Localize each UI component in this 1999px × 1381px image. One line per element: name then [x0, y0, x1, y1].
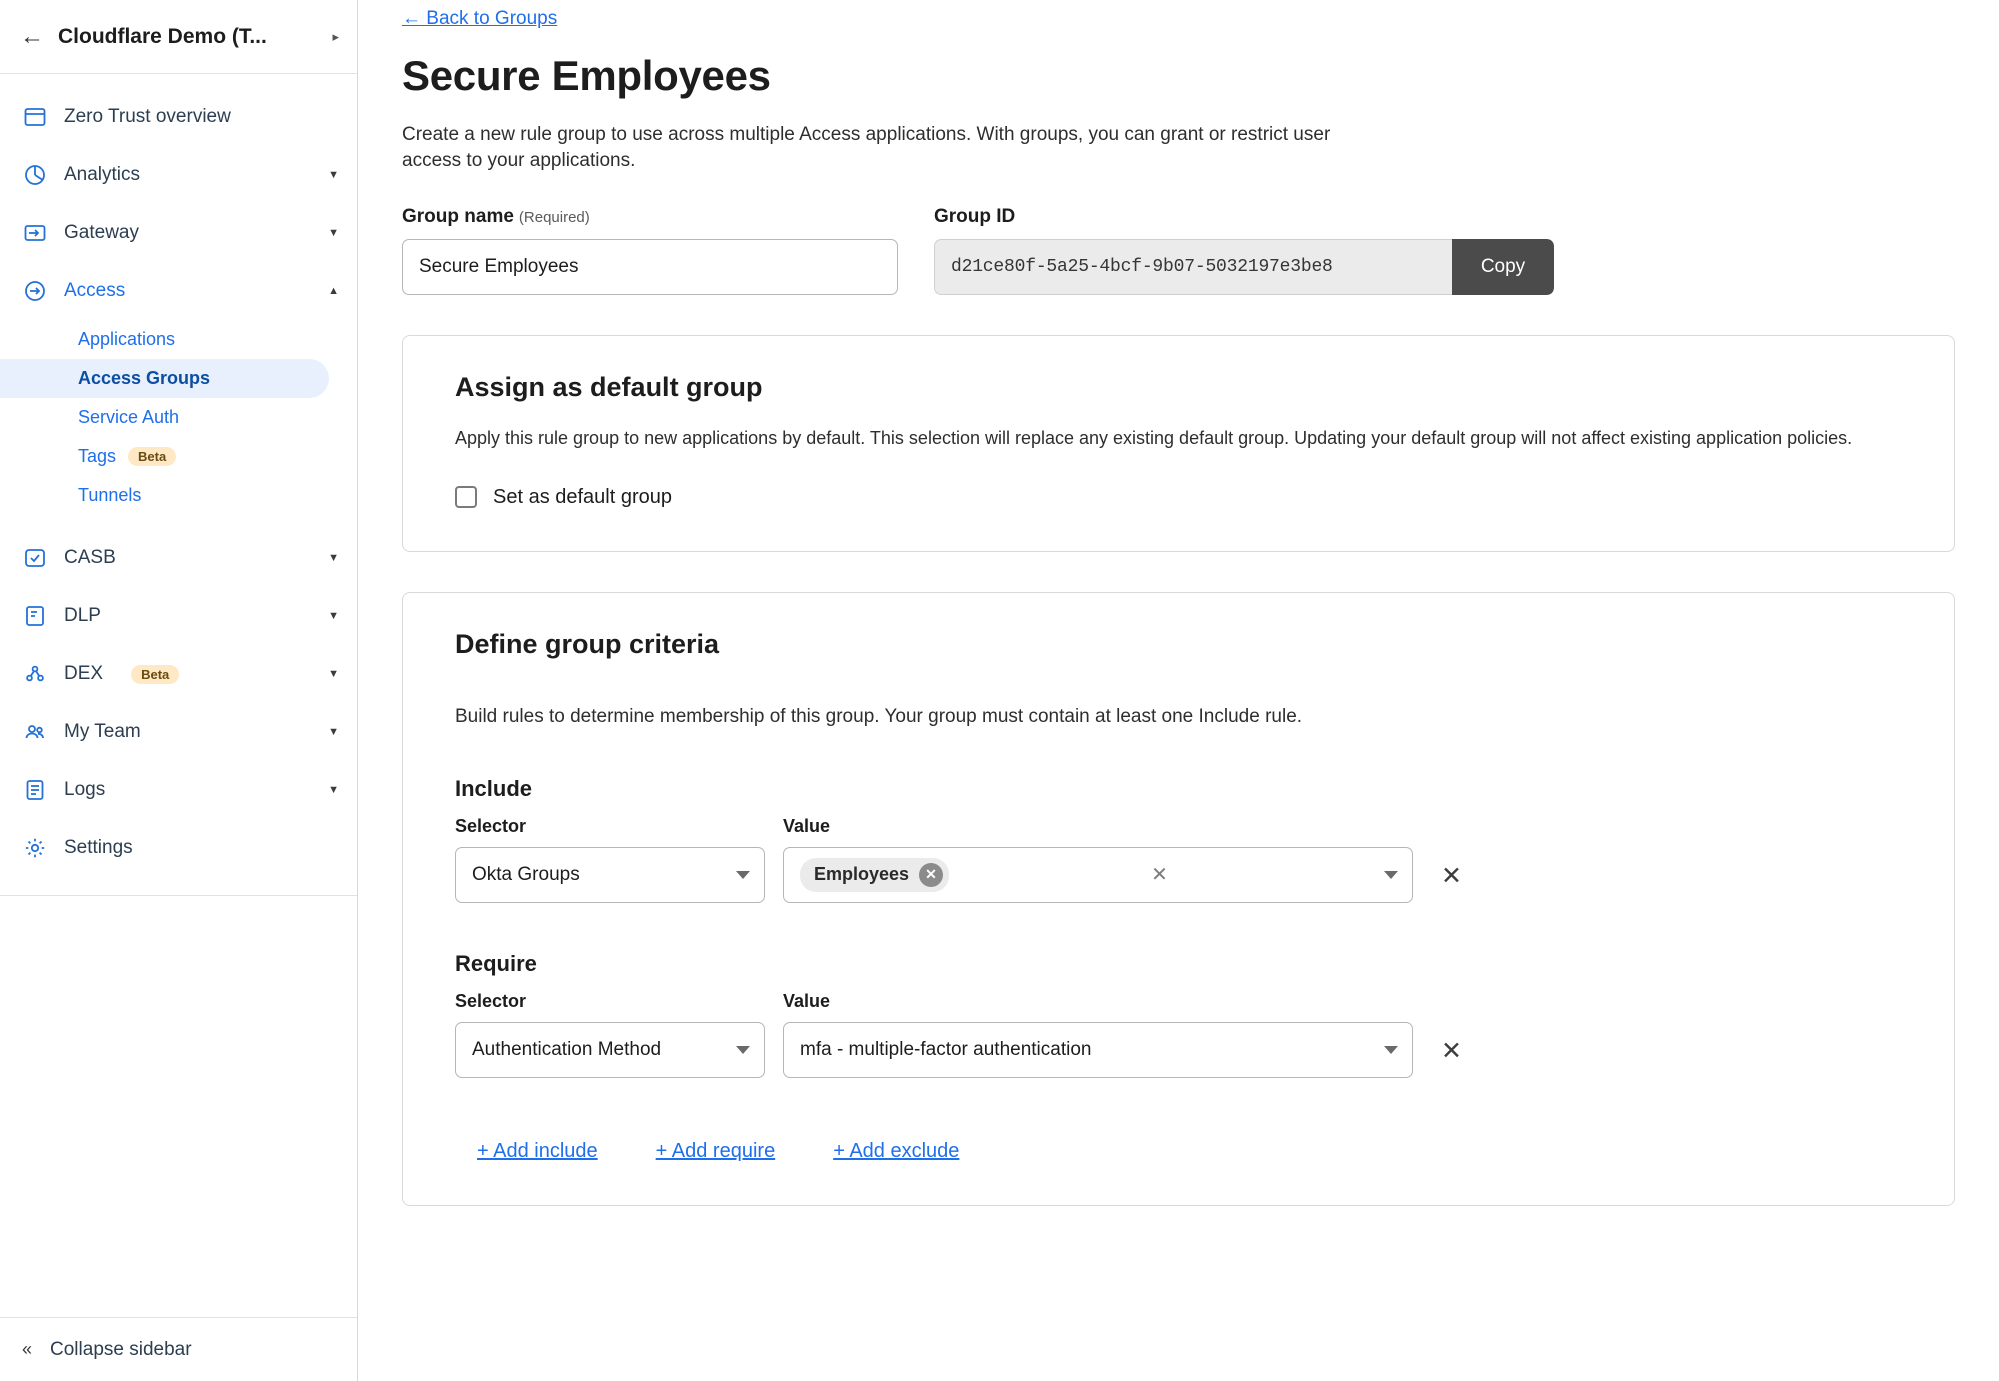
beta-badge: Beta — [131, 665, 179, 684]
sidebar-item-dex[interactable] — [0, 645, 357, 703]
clear-value-icon[interactable]: ✕ — [1151, 864, 1168, 887]
include-selector-value: Okta Groups — [472, 863, 580, 885]
require-selector-label: Selector — [455, 990, 527, 1011]
page-title: Secure Employees — [402, 52, 771, 99]
assign-default-group-card — [402, 335, 1955, 551]
main-content — [358, 0, 1999, 1381]
group-name-label-text: Group name — [402, 206, 514, 228]
analytics-icon — [22, 162, 48, 188]
group-name-required-hint: (Required) — [518, 209, 590, 227]
remove-token-icon[interactable]: ✕ — [919, 863, 943, 887]
include-rule-heading: Include — [455, 775, 533, 801]
chevron-down-icon — [1384, 1046, 1398, 1054]
sidebar-item-label: DEX — [64, 663, 104, 684]
account-header[interactable] — [0, 0, 357, 74]
chevron-down-icon[interactable]: ▼ — [328, 610, 339, 622]
chevron-double-left-icon: « — [22, 1339, 33, 1359]
overview-icon — [22, 104, 48, 130]
include-value-label: Value — [783, 815, 831, 836]
chevron-down-icon[interactable]: ▼ — [328, 227, 339, 239]
chevron-down-icon[interactable]: ▼ — [328, 552, 339, 564]
sidebar-subitem-label: Tunnels — [78, 485, 142, 505]
chevron-up-icon[interactable]: ▲ — [328, 285, 339, 297]
back-arrow-icon[interactable]: ← — [20, 22, 44, 50]
add-require-link[interactable]: + Add require — [655, 1139, 776, 1162]
collapse-sidebar-button[interactable] — [0, 1317, 357, 1381]
sidebar-item-label: Access — [64, 280, 126, 301]
require-value-group — [783, 991, 1413, 1078]
account-name: Cloudflare Demo (T... — [58, 24, 267, 48]
sidebar-divider — [0, 895, 357, 896]
casb-icon — [22, 545, 48, 571]
group-id-label: Group ID — [934, 206, 1016, 228]
sidebar-item-gateway[interactable] — [0, 204, 357, 262]
group-id-control — [934, 239, 1554, 295]
beta-badge: Beta — [128, 447, 176, 466]
sidebar-item-label: Gateway — [64, 222, 139, 243]
include-value-token-label: Employees — [814, 864, 910, 885]
define-group-criteria-card — [402, 592, 1955, 1206]
sidebar-item-settings[interactable] — [0, 819, 357, 877]
remove-include-rule-button[interactable]: ✕ — [1441, 861, 1462, 890]
dlp-icon — [22, 603, 48, 629]
remove-require-rule-button[interactable]: ✕ — [1441, 1036, 1462, 1065]
chevron-down-icon[interactable]: ▼ — [328, 784, 339, 796]
include-selector-label: Selector — [455, 815, 527, 836]
chevron-down-icon — [736, 1046, 750, 1054]
sidebar-subitem-label: Applications — [78, 329, 176, 349]
chevron-down-icon[interactable]: ▼ — [328, 726, 339, 738]
set-default-group-checkbox[interactable] — [455, 486, 477, 508]
add-include-link[interactable]: + Add include — [477, 1139, 598, 1162]
sidebar-subitem-label: Tags — [78, 446, 117, 466]
back-to-groups-link[interactable]: ← Back to Groups — [402, 8, 558, 29]
group-name-input[interactable] — [402, 239, 898, 295]
gear-icon — [22, 835, 48, 861]
group-id-field — [934, 206, 1554, 295]
group-name-label — [402, 206, 898, 228]
require-rule-heading: Require — [455, 950, 537, 976]
require-value-label: Value — [783, 990, 831, 1011]
sidebar-item-label: CASB — [64, 547, 116, 568]
add-rule-links — [455, 1140, 1902, 1163]
sidebar-item-zero-trust-overview[interactable] — [0, 88, 357, 146]
sidebar-item-my-team[interactable] — [0, 703, 357, 761]
sidebar-item-label: Settings — [64, 837, 133, 858]
include-selector-group — [455, 816, 765, 903]
team-icon — [22, 719, 48, 745]
assign-default-group-description: Apply this rule group to new applications by default. This selection will replace any existing default group. Updating your default group will not affect existing application policies. — [455, 428, 1853, 449]
chevron-down-icon[interactable]: ▼ — [328, 668, 339, 680]
dex-icon — [22, 661, 48, 687]
sidebar-item-tags[interactable] — [0, 437, 357, 476]
include-value-group — [783, 816, 1413, 903]
include-rule-row — [455, 816, 1902, 903]
include-value-token — [800, 858, 949, 892]
include-value-dropdown[interactable] — [783, 847, 1413, 903]
logs-icon — [22, 777, 48, 803]
access-icon — [22, 278, 48, 304]
require-value-text: mfa - multiple-factor authentication — [800, 1038, 1092, 1060]
group-identity-fields — [402, 206, 1999, 295]
chevron-down-icon[interactable]: ▼ — [328, 169, 339, 181]
sidebar — [0, 0, 358, 1381]
sidebar-item-access-groups[interactable] — [0, 359, 329, 398]
require-selector-group — [455, 991, 765, 1078]
group-name-field — [402, 206, 898, 295]
collapse-sidebar-label: Collapse sidebar — [50, 1338, 192, 1360]
require-selector-value: Authentication Method — [472, 1038, 662, 1060]
require-value-dropdown[interactable] — [783, 1022, 1413, 1078]
chevron-down-icon — [736, 871, 750, 879]
sidebar-item-dlp[interactable] — [0, 587, 357, 645]
page-description: Create a new rule group to use across multiple Access applications. With groups, you can grant or restrict user access to your applications. — [402, 124, 1331, 172]
sidebar-item-service-auth[interactable] — [0, 398, 357, 437]
require-selector-dropdown[interactable] — [455, 1022, 765, 1078]
chevron-right-icon[interactable]: ▸ — [332, 28, 339, 44]
sidebar-item-label: My Team — [64, 721, 141, 742]
require-rule-row — [455, 991, 1902, 1078]
sidebar-subitem-label: Service Auth — [78, 407, 180, 427]
chevron-down-icon — [1384, 871, 1398, 879]
set-default-group-row[interactable] — [455, 486, 1902, 509]
sidebar-item-label: Zero Trust overview — [64, 106, 231, 127]
copy-group-id-button[interactable]: Copy — [1452, 239, 1554, 295]
sidebar-nav — [0, 74, 357, 1381]
include-selector-dropdown[interactable] — [455, 847, 765, 903]
sidebar-item-tunnels[interactable] — [0, 476, 357, 515]
sidebar-item-label: Analytics — [64, 164, 141, 185]
define-group-criteria-description: Build rules to determine membership of this group. Your group must contain at least one Include rule. — [455, 705, 1303, 727]
sidebar-item-access[interactable] — [0, 262, 357, 320]
sidebar-item-analytics[interactable] — [0, 146, 357, 204]
define-group-criteria-title: Define group criteria — [455, 628, 720, 659]
sidebar-item-applications[interactable] — [0, 320, 357, 359]
sidebar-item-casb[interactable] — [0, 529, 357, 587]
assign-default-group-title: Assign as default group — [455, 372, 763, 403]
gateway-icon — [22, 220, 48, 246]
sidebar-item-label: Logs — [64, 779, 106, 800]
sidebar-subitem-label: Access Groups — [78, 368, 211, 388]
group-id-value: d21ce80f-5a25-4bcf-9b07-5032197e3be8 — [934, 239, 1452, 295]
sidebar-item-logs[interactable] — [0, 761, 357, 819]
add-exclude-link[interactable]: + Add exclude — [833, 1139, 960, 1162]
set-default-group-label: Set as default group — [493, 485, 673, 508]
sidebar-item-label: DLP — [64, 605, 101, 626]
